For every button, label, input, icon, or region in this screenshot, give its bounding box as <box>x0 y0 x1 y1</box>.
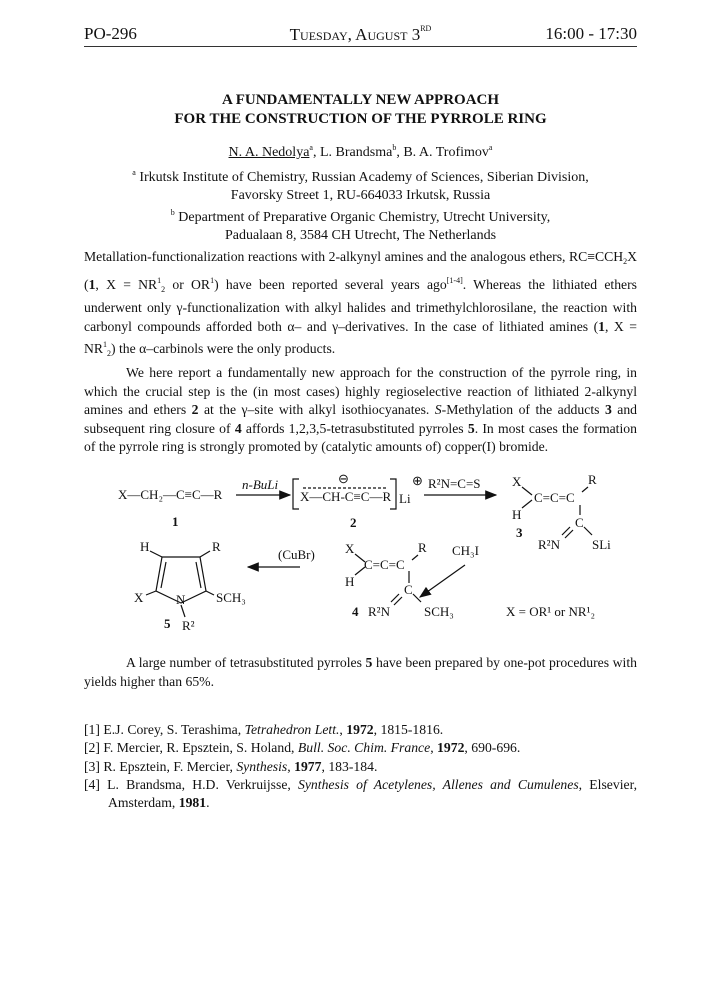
imine-n: R²N <box>538 536 560 552</box>
plus-charge-icon: ⊕ <box>412 472 423 488</box>
text-run: Synthesis <box>236 758 288 774</box>
main-content <box>84 248 637 813</box>
allene-chain: C=C=C <box>364 556 405 572</box>
text-run: ) the α–carbinols were the only products. <box>111 341 336 357</box>
reagent-isothiocyanate: R²N=C=S <box>428 475 481 491</box>
text-run: , <box>430 740 438 756</box>
text-run: 2 <box>623 257 628 266</box>
text-run: 2 <box>191 402 199 418</box>
bracket-left <box>293 479 299 509</box>
text-run: S <box>434 402 442 418</box>
atom-c: C <box>575 514 584 530</box>
atom-r: R <box>212 538 221 554</box>
aff-line: Padualaan 8, 3584 CH Utrecht, The Netherlands <box>224 227 497 243</box>
reagent-nbuli: n-BuLi <box>242 476 279 492</box>
text-run: 2 <box>161 284 166 294</box>
text-run: [3] R. Epsztein, F. Mercier, <box>84 758 237 774</box>
atom-x: X <box>345 540 355 556</box>
text-run: 5 <box>365 654 373 670</box>
text-run: 1 <box>157 275 162 285</box>
text-run: 1 <box>88 276 96 292</box>
compound-5 <box>134 539 246 633</box>
affiliation-b <box>84 204 637 227</box>
atom-h: H <box>512 506 522 522</box>
text-run: , <box>339 722 347 738</box>
thiolate: SLi <box>592 536 611 552</box>
minus-charge-icon: ⊖ <box>338 470 349 486</box>
reaction-scheme <box>0 459 704 634</box>
text-run: 1981 <box>178 795 207 811</box>
author <box>229 145 313 160</box>
session-time: 16:00 - 17:30 <box>545 24 637 43</box>
atom-x: X <box>512 473 522 489</box>
text-run: 2 <box>107 349 112 359</box>
text-run: Bull. Soc. Chim. France <box>297 740 431 756</box>
text-run: and subsequent ring closure of <box>84 402 638 436</box>
atom-c: C <box>404 581 413 597</box>
date-suffix: RD <box>420 24 432 33</box>
text-run: 1972 <box>437 740 465 756</box>
text-run: , Elsevier, Amsterdam, <box>108 777 638 811</box>
text-run: 5 <box>467 420 475 436</box>
atom-r: R <box>418 539 427 555</box>
aff-line: Favorsky Street 1, RU-664033 Irkutsk, Russia <box>230 187 491 203</box>
catalyst-cubr: (CuBr) <box>278 546 315 562</box>
paragraph-approach <box>84 364 637 457</box>
text-run: -Methylation of the adducts <box>441 402 605 418</box>
author-list: N. A. Nedolya$^a$, L. Brandsma$^b$, B. A. Trofimov$^a$ <box>228 143 493 160</box>
text-run: , 690-696. <box>464 740 521 756</box>
author <box>403 145 492 160</box>
page-header <box>84 24 637 47</box>
methylthio: SCH₃ <box>424 603 454 619</box>
author-name: B. A. Trofimov <box>403 145 489 160</box>
compound-1-label: 1 <box>172 513 179 529</box>
text-run: We here report a fundamentally new approach for the construction of the pyrrole ring, in which the crucial step is the (in most cases) highly regioselective reaction of lithiated 2-alkynyl amines and ethers <box>84 364 637 418</box>
aff-mark: b <box>170 208 175 217</box>
title-line-2: FOR THE CONSTRUCTION OF THE PYRROLE RING <box>174 111 547 127</box>
author-name: L. Brandsma <box>319 145 393 160</box>
text-run: [1-4] <box>446 275 463 285</box>
substituent-legend: X = OR¹ or NR¹₂ <box>506 603 595 619</box>
aff-mark: a <box>309 143 313 152</box>
compound-3-label: 3 <box>516 524 523 540</box>
text-run: , 1815-1816. <box>373 722 444 738</box>
text-run: 1 <box>103 340 108 350</box>
reference-1 <box>84 721 637 739</box>
text-run: , X = NR <box>84 318 637 357</box>
compound-2-formula: X—CH-C≡C—R <box>300 488 392 504</box>
text-run: Synthesis of Acetylenes, Allenes and Cumulenes <box>298 777 579 793</box>
allene-chain: C=C=C <box>534 489 575 505</box>
text-run: ) have been reported several years ago <box>214 276 447 292</box>
text-run: , <box>287 758 295 774</box>
title-line-1: A FUNDAMENTALLY NEW APPROACH <box>221 92 500 108</box>
affiliation-a <box>84 164 637 187</box>
text-run: [4] L. Brandsma, H.D. Verkruijsse, <box>84 777 299 793</box>
text-run: Metallation-functionalization reactions with 2-alkynyl amines and the analogous ethers, RC≡CCH <box>84 249 624 264</box>
aff-mark: a <box>488 143 493 152</box>
text-run: 1 <box>598 318 605 334</box>
text-run: . <box>206 795 210 811</box>
compound-1-formula: X—CH₂—C≡C—R <box>118 486 223 502</box>
aff-line: Department of Preparative Organic Chemistry, Utrecht University, <box>178 210 551 225</box>
paragraph-results <box>84 654 637 691</box>
author-name: N. A. Nedolya <box>228 145 310 160</box>
text-run: Tetrahedron Lett. <box>244 722 340 738</box>
ring-n: N <box>176 591 186 607</box>
atom-x: X <box>134 589 144 605</box>
compound-4-label: 4 <box>352 603 359 619</box>
text-run: 1 <box>210 275 215 285</box>
compound-4 <box>345 540 454 619</box>
text-run: 1977 <box>294 758 322 774</box>
text-run: 3 <box>604 402 612 418</box>
lithium-cation: Li <box>399 490 411 506</box>
text-run: affords 1,2,3,5-tetrasubstituted pyrroles <box>241 420 468 436</box>
compound-3 <box>512 472 611 552</box>
text-run: . In most cases the formation of the pyrrole ring is strongly promoted by (catalytic amounts of) copper(I) bromide. <box>84 420 637 455</box>
text-run: X ( <box>84 249 637 292</box>
reference-3 <box>84 758 637 776</box>
atom-h: H <box>140 538 150 554</box>
text-run: or OR <box>165 276 211 292</box>
compound-2-label: 2 <box>350 514 357 530</box>
text-run: , 183-184. <box>321 758 378 774</box>
aff-mark: a <box>132 168 136 177</box>
text-run: A large number of tetrasubstituted pyrroles <box>126 654 366 670</box>
reference-2 <box>84 739 637 757</box>
date-text: Tuesday, August 3 <box>289 25 421 44</box>
reagent-methyl-iodide: CH₃I <box>452 542 479 558</box>
text-run: [1] E.J. Corey, S. Terashima, <box>84 722 245 738</box>
text-run: , X = NR <box>95 276 158 292</box>
text-run: have been prepared by one-pot procedures with yields higher than 65%. <box>84 654 637 689</box>
text-run: 1972 <box>346 722 374 738</box>
paper-title <box>84 91 637 129</box>
text-run: [2] F. Mercier, R. Epsztein, S. Holand, <box>84 740 298 756</box>
author <box>320 145 396 160</box>
atom-r: R <box>588 471 597 487</box>
arrow-step-3 <box>420 565 465 597</box>
text-run: . Whereas the lithiated ethers underwent only γ-functionalization with alkyl halides and trimethylchlorosilane, the reaction with carbonyl compounds afforded both α– and γ–derivatives. In the case of lithiated amines ( <box>84 276 638 334</box>
paragraph-intro <box>84 248 637 364</box>
affiliations <box>84 164 637 244</box>
aff-line: Irkutsk Institute of Chemistry, Russian Academy of Sciences, Siberian Division, <box>139 170 589 185</box>
compound-5-label: 5 <box>164 615 171 631</box>
imine-n: R²N <box>368 603 390 619</box>
methylthio: SCH₃ <box>216 589 246 605</box>
reference-4 <box>84 776 637 813</box>
text-run: at the γ–site with alkyl isothiocyanates. <box>198 402 435 418</box>
n-substituent: R² <box>182 617 195 633</box>
poster-code: PO-296 <box>84 24 137 43</box>
aff-mark: b <box>392 143 397 152</box>
atom-h: H <box>345 573 355 589</box>
text-run: 4 <box>234 420 242 436</box>
references <box>84 721 637 812</box>
